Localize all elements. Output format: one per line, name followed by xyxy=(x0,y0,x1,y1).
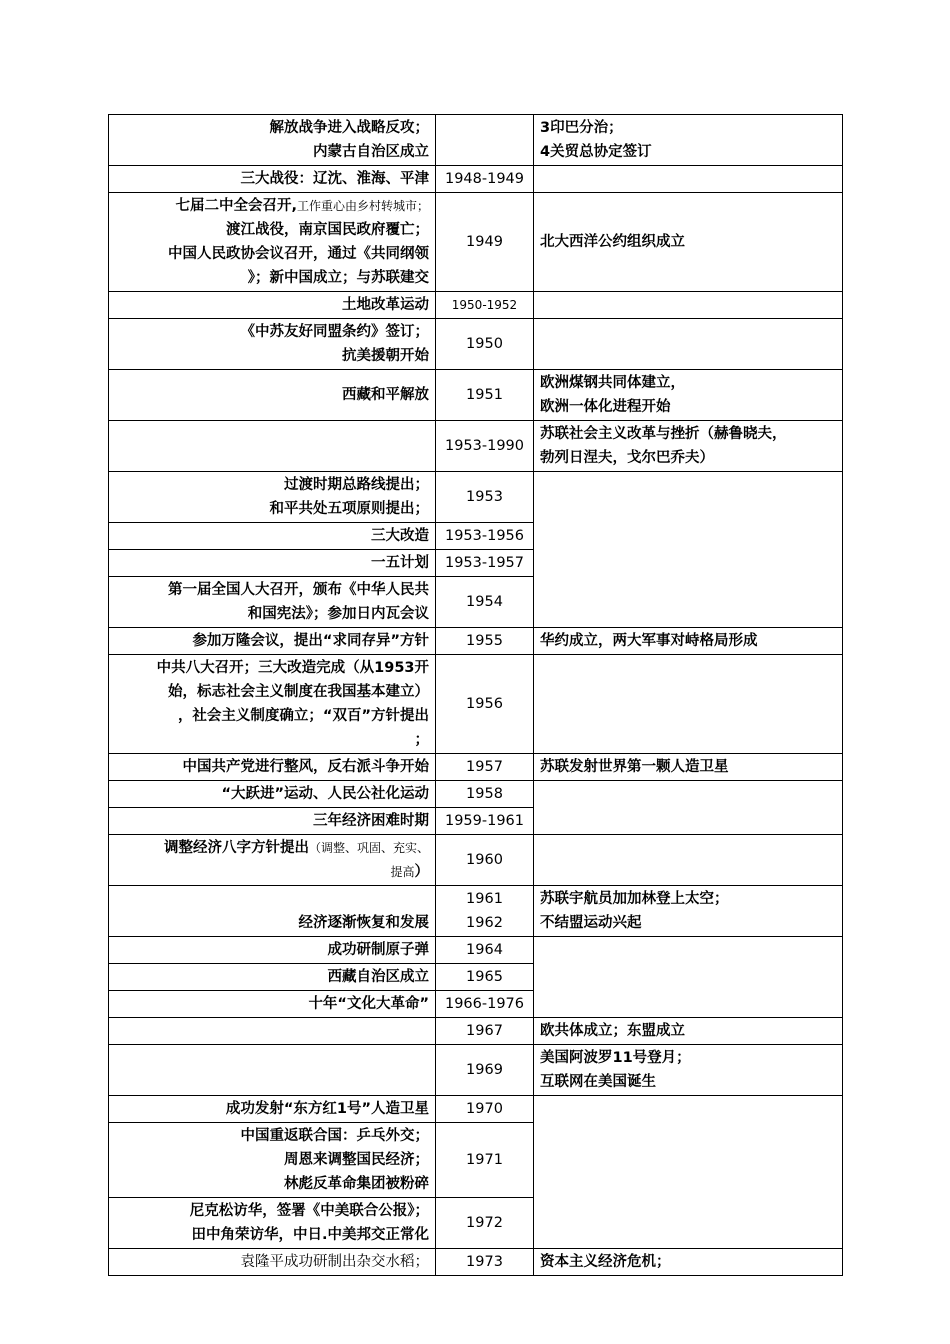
table-row xyxy=(109,472,843,523)
event-line: 成功研制原子弹 xyxy=(327,942,429,958)
table-row xyxy=(109,886,843,937)
event-line: 西藏自治区成立 xyxy=(327,969,429,985)
event-line: 和平共处五项原则提出； xyxy=(269,501,429,517)
year-cell: 1950 xyxy=(436,319,534,370)
event-line: 林彪反革命集团被粉碎 xyxy=(284,1176,429,1192)
year-cell: 1970 xyxy=(436,1096,534,1123)
china-event-cell xyxy=(109,577,436,628)
event-line: 解放战争进入战略反攻； xyxy=(269,120,429,136)
table-row xyxy=(109,319,843,370)
event-line: 中国重返联合国：乒乓外交； xyxy=(240,1128,429,1144)
event-line: 内蒙古自治区成立 xyxy=(313,144,429,160)
table-row xyxy=(109,1096,843,1123)
event-line: 渡江战役，南京国民政府覆亡； xyxy=(226,222,429,238)
event-line: 第一届全国人大召开，颁布《中华人民共 xyxy=(168,582,429,598)
world-line: 3印巴分治； xyxy=(540,120,623,136)
table-row xyxy=(109,370,843,421)
china-event-cell xyxy=(109,754,436,781)
world-event-cell xyxy=(534,421,843,472)
event-line: 抗美援朝开始 xyxy=(342,348,429,364)
table-row xyxy=(109,628,843,655)
event-line: 袁隆平成功研制出杂交水稻； xyxy=(240,1254,429,1270)
world-line: 北大西洋公约组织成立 xyxy=(540,234,685,250)
year-cell: 1966-1976 xyxy=(436,991,534,1018)
china-event-cell xyxy=(109,523,436,550)
world-event-cell xyxy=(534,754,843,781)
event-line: 尼克松访华，签署《中美联合公报》； xyxy=(189,1203,429,1219)
world-line: 互联网在美国诞生 xyxy=(540,1074,656,1090)
china-event-cell xyxy=(109,370,436,421)
world-line: 苏联发射世界第一颗人造卫星 xyxy=(540,759,729,775)
table-row xyxy=(109,193,843,292)
event-line xyxy=(115,887,429,911)
year-cell: 1953 xyxy=(436,472,534,523)
event-line: 成功发射“东方红1号”人造卫星 xyxy=(225,1101,429,1117)
china-event-cell xyxy=(109,781,436,808)
event-line: ，社会主义制度确立；“双百”方针提出 xyxy=(177,708,429,724)
world-event-cell xyxy=(534,781,843,835)
event-line: 调整经济八字方针提出（调整、巩固、充实、 xyxy=(163,840,429,856)
year-line: 1961 xyxy=(466,891,503,907)
event-line: 《中苏友好同盟条约》签订； xyxy=(240,324,429,340)
world-event-cell xyxy=(534,1045,843,1096)
world-event-cell xyxy=(534,319,843,370)
event-line: 十年“文化大革命” xyxy=(308,996,429,1012)
table-row xyxy=(109,1249,843,1276)
world-line: 苏联宇航员加加林登上太空； xyxy=(540,891,729,907)
year-cell xyxy=(436,115,534,166)
year-cell xyxy=(436,886,534,937)
world-line: 苏联社会主义改革与挫折（赫鲁晓夫， xyxy=(540,426,787,442)
year-cell: 1956 xyxy=(436,655,534,754)
event-line: 七届二中全会召开,工作重心由乡村转城市； xyxy=(175,198,429,214)
year-cell: 1955 xyxy=(436,628,534,655)
china-event-cell xyxy=(109,964,436,991)
year-cell: 1973 xyxy=(436,1249,534,1276)
event-line: 参加万隆会议，提出“求同存异”方针 xyxy=(192,633,429,649)
world-event-cell xyxy=(534,655,843,754)
event-line: 》；新中国成立；与苏联建交 xyxy=(247,270,429,286)
china-event-cell xyxy=(109,1123,436,1198)
china-event-cell xyxy=(109,628,436,655)
year-cell: 1951 xyxy=(436,370,534,421)
china-event-cell xyxy=(109,937,436,964)
world-line: 资本主义经济危机； xyxy=(540,1254,671,1270)
table-row xyxy=(109,166,843,193)
year-cell: 1971 xyxy=(436,1123,534,1198)
table-row xyxy=(109,421,843,472)
table-row xyxy=(109,292,843,319)
table-row xyxy=(109,781,843,808)
table-row xyxy=(109,1045,843,1096)
table-row xyxy=(109,655,843,754)
event-line: 中国人民政协会议召开，通过《共同纲领 xyxy=(168,246,429,262)
event-line: 过渡时期总路线提出； xyxy=(284,477,429,493)
event-line: 三年经济困难时期 xyxy=(313,813,429,829)
china-event-cell xyxy=(109,472,436,523)
world-event-cell xyxy=(534,115,843,166)
year-cell: 1960 xyxy=(436,835,534,886)
china-event-cell xyxy=(109,991,436,1018)
world-event-cell xyxy=(534,1096,843,1249)
history-timeline-table xyxy=(108,114,843,1276)
world-line: 勃列日涅夫，戈尔巴乔夫） xyxy=(540,450,714,466)
world-line: 华约成立，两大军事对峙格局形成 xyxy=(540,633,758,649)
table-row xyxy=(109,754,843,781)
year-cell: 1965 xyxy=(436,964,534,991)
china-event-cell xyxy=(109,115,436,166)
year-cell: 1958 xyxy=(436,781,534,808)
table-row xyxy=(109,937,843,964)
event-line: 田中角荣访华，中日.中美邦交正常化 xyxy=(191,1227,429,1243)
event-line: 三大改造 xyxy=(371,528,429,544)
world-event-cell xyxy=(534,835,843,886)
year-cell: 1950-1952 xyxy=(436,292,534,319)
china-event-cell xyxy=(109,1018,436,1045)
china-event-cell xyxy=(109,835,436,886)
world-event-cell xyxy=(534,886,843,937)
china-event-cell xyxy=(109,319,436,370)
china-event-cell xyxy=(109,655,436,754)
china-event-cell xyxy=(109,1096,436,1123)
world-event-cell xyxy=(534,628,843,655)
china-event-cell xyxy=(109,886,436,937)
china-event-cell xyxy=(109,808,436,835)
world-event-cell xyxy=(534,166,843,193)
china-event-cell xyxy=(109,166,436,193)
year-cell: 1967 xyxy=(436,1018,534,1045)
world-event-cell xyxy=(534,1249,843,1276)
china-event-cell xyxy=(109,292,436,319)
event-line: 中国共产党进行整风，反右派斗争开始 xyxy=(182,759,429,775)
event-line: “大跃进”运动、人民公社化运动 xyxy=(221,786,429,802)
world-line: 不结盟运动兴起 xyxy=(540,915,642,931)
year-cell: 1972 xyxy=(436,1198,534,1249)
world-event-cell xyxy=(534,937,843,1018)
world-line: 美国阿波罗11号登月； xyxy=(540,1050,691,1066)
world-line: 欧共体成立；东盟成立 xyxy=(540,1023,685,1039)
world-event-cell xyxy=(534,370,843,421)
china-event-cell xyxy=(109,550,436,577)
event-line: 经济逐渐恢复和发展 xyxy=(298,915,429,931)
table-row xyxy=(109,835,843,886)
china-event-cell xyxy=(109,1045,436,1096)
event-line: 一五计划 xyxy=(371,555,429,571)
world-event-cell xyxy=(534,292,843,319)
year-cell: 1949 xyxy=(436,193,534,292)
china-event-cell xyxy=(109,1198,436,1249)
year-cell: 1948-1949 xyxy=(436,166,534,193)
year-cell: 1953-1957 xyxy=(436,550,534,577)
world-event-cell xyxy=(534,193,843,292)
event-line: 提高） xyxy=(390,864,429,880)
event-line: 三大战役：辽沈、淮海、平津 xyxy=(240,171,429,187)
world-line: 欧洲煤钢共同体建立， xyxy=(540,375,685,391)
china-event-cell xyxy=(109,421,436,472)
year-line: 1962 xyxy=(466,915,503,931)
china-event-cell xyxy=(109,193,436,292)
world-line: 4关贸总协定签订 xyxy=(540,144,652,160)
year-cell: 1964 xyxy=(436,937,534,964)
event-line: 西藏和平解放 xyxy=(342,387,429,403)
year-cell: 1969 xyxy=(436,1045,534,1096)
china-event-cell xyxy=(109,1249,436,1276)
year-cell: 1954 xyxy=(436,577,534,628)
world-line: 欧洲一体化进程开始 xyxy=(540,399,671,415)
world-event-cell xyxy=(534,472,843,628)
event-line: 土地改革运动 xyxy=(342,297,429,313)
year-cell: 1953-1990 xyxy=(436,421,534,472)
world-event-cell xyxy=(534,1018,843,1045)
event-line: 周恩来调整国民经济； xyxy=(284,1152,429,1168)
event-line: 中共八大召开；三大改造完成（从1953开 xyxy=(156,660,429,676)
year-cell: 1957 xyxy=(436,754,534,781)
table-row xyxy=(109,115,843,166)
event-line: ； xyxy=(414,732,429,748)
event-line: 和国宪法》；参加日内瓦会议 xyxy=(247,606,429,622)
year-cell: 1959-1961 xyxy=(436,808,534,835)
year-cell: 1953-1956 xyxy=(436,523,534,550)
table-row xyxy=(109,1018,843,1045)
event-line: 始，标志社会主义制度在我国基本建立） xyxy=(168,684,429,700)
